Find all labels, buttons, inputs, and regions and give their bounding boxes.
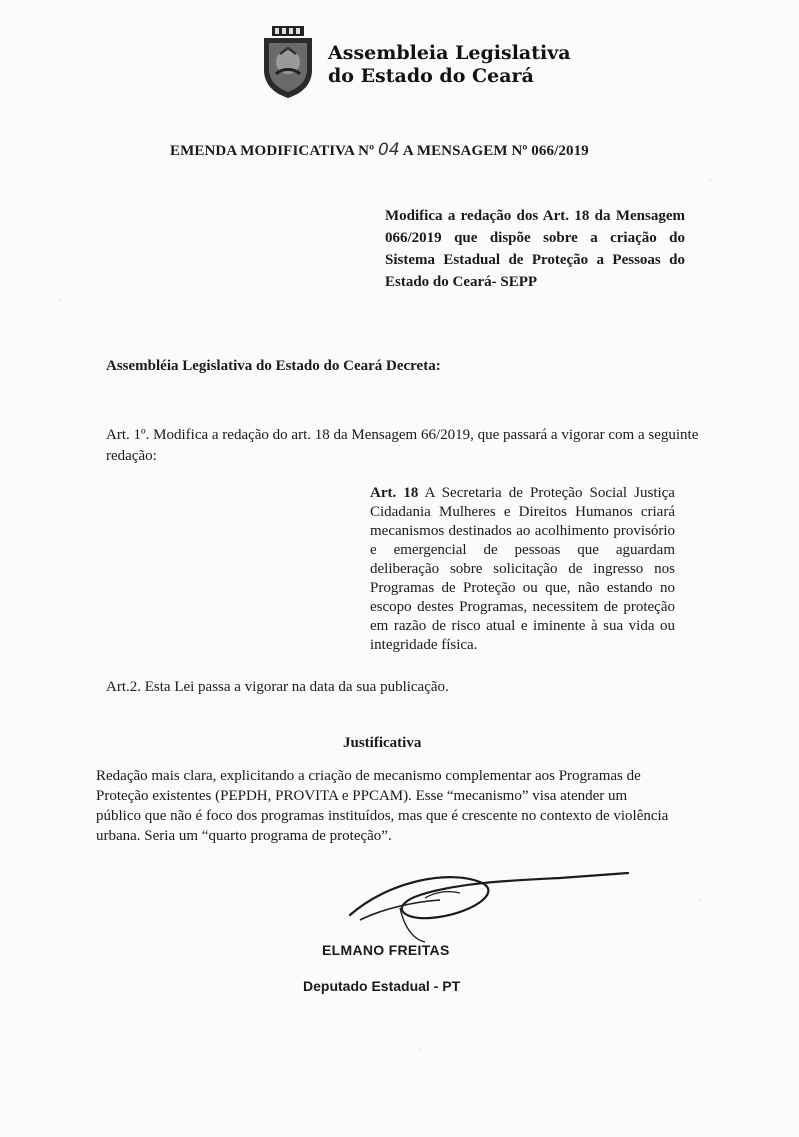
signer-name: ELMANO FREITAS [322, 942, 450, 958]
title-prefix: EMENDA MODIFICATIVA Nº [170, 143, 375, 159]
justification-title: Justificativa [343, 735, 422, 751]
institution-line-2: do Estado do Ceará [328, 65, 534, 87]
signer-role: Deputado Estadual - PT [303, 978, 461, 994]
decree-clause: Assembléia Legislativa do Estado do Ceará Decreta: [106, 358, 441, 374]
article-18-quote [370, 484, 675, 655]
letterhead [258, 24, 578, 104]
ementa: Modifica a redação dos Art. 18 da Mensagem 066/2019 que dispõe sobre a criação do Sistema Estadual de Proteção a Pessoas do Estado do Ceará- SEPP [385, 208, 685, 290]
article-18-text: A Secretaria de Proteção Social Justiça Cidadania Mulheres e Direitos Humanos criará mecanismos destinados ao acolhimento provisório e emergencial de pessoas que aguardam deliberação sobre solicitação de ingresso nos Programas de Proteção ou que, não estando no escopo destes Programas, necessitem de proteção em razão de risco atual e iminente à sua vida ou integridade física. [370, 485, 675, 653]
amendment-number: 04 [377, 140, 400, 160]
coat-of-arms-icon [258, 24, 318, 100]
institution-name [328, 42, 571, 88]
title-suffix: A MENSAGEM Nº 066/2019 [402, 143, 589, 159]
article-2: Art.2. Esta Lei passa a vigorar na data da sua publicação. [106, 679, 449, 695]
institution-line-1: Assembleia Legislativa [328, 42, 571, 64]
handwritten-signature-icon [330, 860, 630, 955]
justification-text: Redação mais clara, explicitando a criação de mecanismo complementar aos Programas de Proteção existentes (PEPDH, PROVITA e PPCAM). Esse “mecanismo” visa atender um público que não é foco dos programas instituídos, mas que é crescente no contexto de violência urbana. Seria um “quarto programa de proteção”. [96, 768, 669, 844]
article-18-label: Art. 18 [370, 485, 419, 501]
document-title [170, 140, 589, 160]
article-1: Art. 1º. Modifica a redação do art. 18 da Mensagem 66/2019, que passará a vigorar com a seguinte redação: [106, 427, 699, 464]
